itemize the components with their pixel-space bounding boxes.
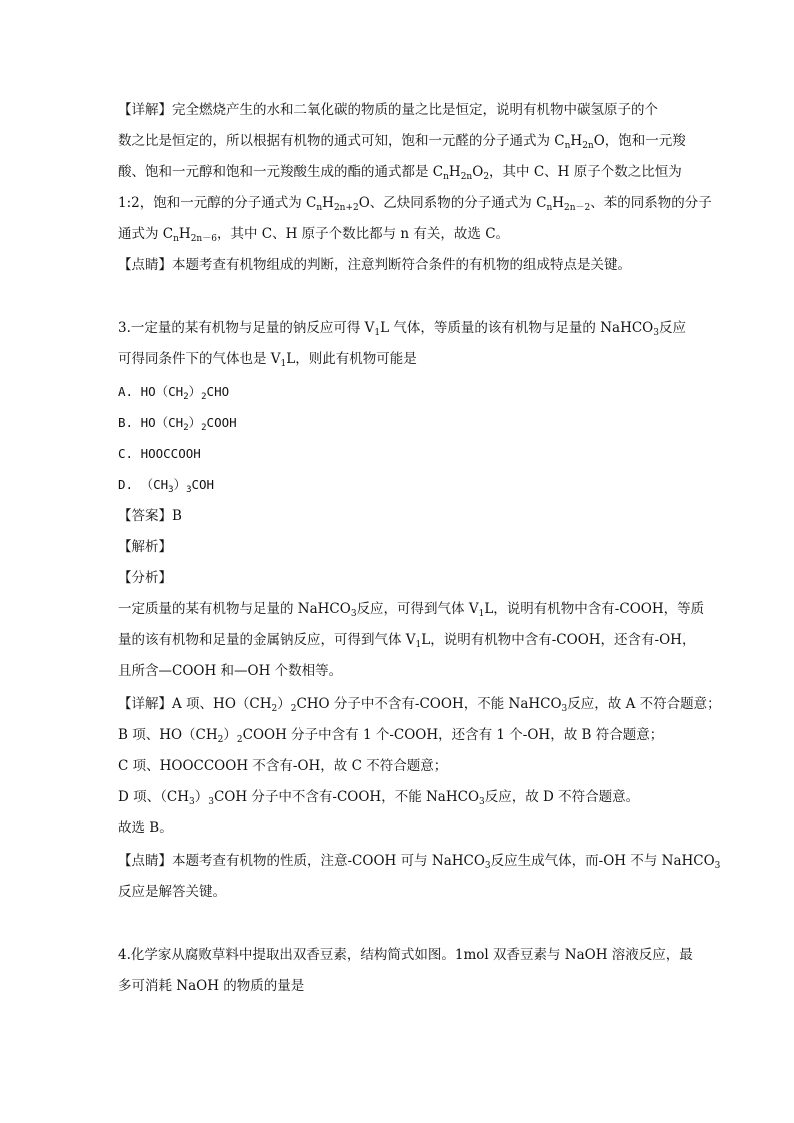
- q3-detail-line-5: 故选 B。: [118, 820, 173, 836]
- q2-detail-line-5: 通式为 $C_nH_{2n-6}$，其中 C、H 原子个数比都与 n 有关，故选 C。: [118, 226, 510, 244]
- q3-option-b: B. $HO(CH_2)_2COOH$: [118, 415, 237, 433]
- q3-detail-line-2: B 项、$HO(CH_2)_2COOH$ 分子中含有 1 个-COOH，还含有 1 个-OH，故 B 符合题意；: [118, 727, 664, 745]
- q3-question-line-1: 3.一定量的某有机物与足量的钠反应可得 $V_1L$ 气体，等质量的该有机物与足量的 NaHCO$_3$反应: [118, 320, 686, 338]
- q3-option-a: A. $HO(CH_2)_2CHO$: [118, 384, 230, 402]
- q3-fenxi-line-1: 一定质量的某有机物与足量的 NaHCO$_3$反应，可得到气体 $V_1L$，说明有机物中含有-COOH，等质: [118, 601, 705, 619]
- q3-detail-line-4: D 项、$(CH_3)_3COH$ 分子中不含有-COOH，不能 NaHCO$_3$反应，故 D 不符合题意。: [118, 789, 640, 807]
- q3-answer: 【答案】B: [118, 508, 182, 524]
- q2-detail-line-4: 1:2，饱和一元醇的分子通式为 $C_nH_{2n+2}O$、乙炔同系物的分子通式为 $C_nH_{2n-2}$、苯的同系物的分子: [118, 195, 712, 213]
- q2-detail-line-3: 酸、饱和一元醇和饱和一元羧酸生成的酯的通式都是 $C_nH_{2n}O_2$，其中 C、H 原子个数之比恒为: [118, 164, 682, 182]
- q3-note-line-2: 反应是解答关键。: [118, 884, 226, 900]
- q3-note-line-1: 【点睛】本题考查有机物的性质，注意-COOH 可与 NaHCO$_3$反应生成气体，而-OH 不与 NaHCO$_3$: [118, 853, 721, 871]
- q3-fenxi-line-2: 量的该有机物和足量的金属钠反应，可得到气体 $V_1L$，说明有机物中含有-COOH，还含有-OH，: [118, 632, 696, 650]
- q3-option-c: C. HOOCCOOH: [118, 446, 201, 461]
- q3-fenxi-line-3: 且所含—COOH 和—OH 个数相等。: [118, 663, 343, 679]
- q3-option-d: D. $(CH_3)_3COH$: [118, 477, 215, 495]
- q3-detail-line-1: 【详解】A 项、$HO(CH_2)_2CHO$ 分子中不含有-COOH，不能 NaHCO$_3$反应，故 A 不符合题意；: [118, 696, 721, 714]
- q2-detail-line-2: 数之比是恒定的，所以根据有机物的通式可知，饱和一元醛的分子通式为 $C_nH_{2n}O$，饱和一元羧: [118, 133, 686, 151]
- q3-question-line-2: 可得同条件下的气体也是 $V_1L$，则此有机物可能是: [118, 351, 417, 369]
- q3-fenxi-heading: 【分析】: [118, 570, 172, 586]
- q3-detail-line-3: C 项、HOOCCOOH 不含有-OH，故 C 不符合题意；: [118, 758, 448, 774]
- q4-question-line-1: 4.化学家从腐败草料中提取出双香豆素，结构简式如图。1mol 双香豆素与 NaOH 溶液反应，最: [118, 947, 693, 963]
- q4-question-line-2: 多可消耗 NaOH 的物质的量是: [118, 978, 305, 994]
- q3-analysis-heading: 【解析】: [118, 539, 172, 555]
- q2-note: 【点睛】本题考查有机物组成的判断，注意判断符合条件的有机物的组成特点是关键。: [118, 257, 631, 273]
- q2-detail-line-1: 【详解】完全燃烧产生的水和二氧化碳的物质的量之比是恒定，说明有机物中碳氢原子的个: [118, 102, 658, 118]
